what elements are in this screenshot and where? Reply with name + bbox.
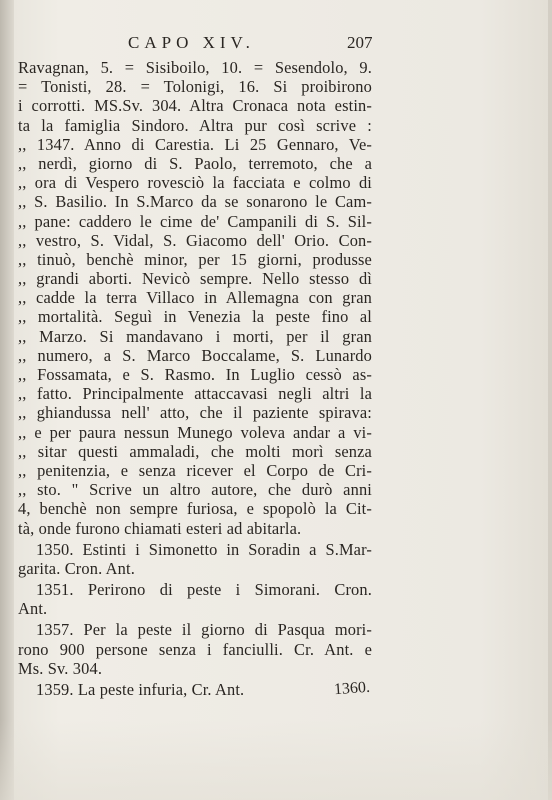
text-line: ,, e per paura nessun Munego voleva andar a vi- [18,422,372,442]
page-text-body [18,58,372,699]
text-line: Ravagnan, 5. = Sisiboilo, 10. = Sesendolo, 9. [18,58,372,77]
text-line: ,, sitar questi ammaladi, che molti morì senza [18,441,372,461]
catchword: 1360. [333,678,371,699]
text-line: ,, tinuò, benchè minor, per 15 giorni, produsse [18,249,372,269]
text-line: 4, benchè non sempre furiosa, e spopolò la Cit- [18,499,372,519]
text-line: ,, Marzo. Si mandavano i morti, per il gran [18,326,372,346]
text-line: Ant. [18,599,48,619]
text-line: garita. Cron. Ant. [18,558,135,578]
text-line: ,, 1347. Anno di Carestia. Li 25 Gennaro, Ve- [18,134,372,154]
text-line: ,, sto. " Scrive un altro autore, che durò anni [18,480,372,500]
paper-shading [0,720,552,800]
text-line: ,, nerdì, giorno di S. Paolo, terremoto, che a [18,153,372,173]
text-line: ,, Fossamata, e S. Rasmo. In Luglio cessò as- [18,365,372,384]
text-line: = Tonisti, 28. = Tolonigi, 16. Si proibirono [18,77,372,97]
page-header [0,33,552,55]
text-line: ,, penitenzia, e senza ricever el Corpo de Cri- [18,460,372,480]
page-number: 207 [347,33,373,52]
text-line: ,, S. Basilio. In S.Marco da se sonarono le Cam- [18,192,372,212]
text-line: ,, fatto. Principalmente attaccavasi negli altri la [18,384,372,404]
text-line: 1359. La peste infuria, Cr. Ant. [36,680,245,699]
text-line: ,, numero, a S. Marco Boccalame, S. Lunardo [18,345,372,365]
text-line: ,, pane: caddero le cime de' Campanili di S. Sil- [18,211,372,231]
text-line: 1351. Perirono di peste i Simorani. Cron. [36,580,372,600]
text-line: ,, vestro, S. Vidal, S. Giacomo dell' Orio. Con- [18,230,372,250]
text-line: ,, grandi aborti. Nevicò sempre. Nello stesso dì [18,269,372,289]
running-head: CAPO XIV. [128,33,255,52]
text-line: ,, ora di Vespero rovesciò la facciata e colmo di [18,173,372,193]
text-line: 1350. Estinti i Simonetto in Soradin a S.Mar- [36,539,372,559]
text-line: ,, ghiandussa nell' atto, che il paziente spirava: [18,403,372,423]
text-line: ta la famiglia Sindoro. Altra pur così scrive : [18,115,372,135]
text-line: 1357. Per la peste il giorno di Pasqua mori- [36,620,372,640]
text-line: tà, onde furono chiamati esteri ad abitarla. [18,518,302,538]
text-line: rono 900 persone senza i fanciulli. Cr. Ant. e [18,639,372,659]
text-line: i corrotti. MS.Sv. 304. Altra Cronaca nota estin- [18,96,372,116]
text-line: ,, cadde la terra Villaco in Allemagna con gran [18,288,372,308]
book-spine-shadow [0,0,14,800]
text-line: ,, mortalità. Seguì in Venezia la peste fino al [18,307,372,327]
text-line: Ms. Sv. 304. [18,658,103,678]
page-edge [548,0,552,800]
